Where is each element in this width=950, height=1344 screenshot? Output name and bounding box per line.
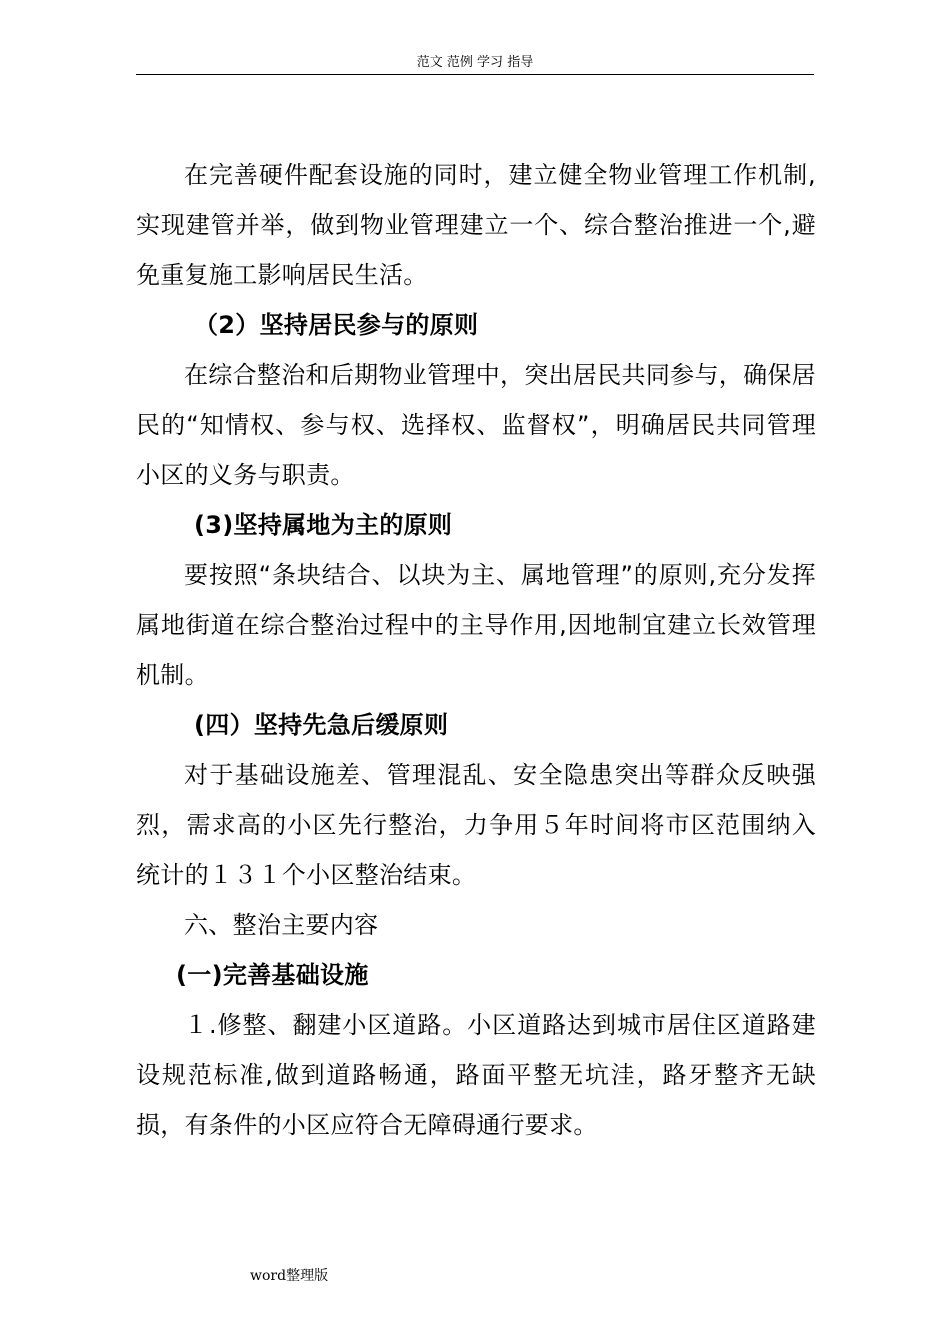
heading-urgency-principle: (四）坚持先急后缓原则 (194, 711, 449, 739)
paragraph-territorial-principle: 要按照“条块结合、以块为主、属地管理”的原则,充分发挥属地街道在综合整治过程中的主导作用,因地制宜建立长效管理机制。 (136, 561, 816, 689)
subheading-infrastructure: (一)完善基础设施 (176, 961, 369, 989)
paragraph-road-repair: １.修整、翻建小区道路。小区道路达到城市居住区道路建设规范标准,做到道路畅通，路面平整无坑洼，路牙整齐无缺损，有条件的小区应符合无障碍通行要求。 (136, 1011, 816, 1139)
paragraph-facilities-management: 在完善硬件配套设施的同时，建立健全物业管理工作机制,实现建管并举，做到物业管理建立一个、综合整治推进一个,避免重复施工影响居民生活。 (136, 161, 816, 289)
page-header: 范文 范例 学习 指导 (136, 52, 814, 75)
paragraph-resident-participation: 在综合整治和后期物业管理中，突出居民共同参与，确保居民的“知情权、参与权、选择权、监督权”，明确居民共同管理小区的义务与职责。 (136, 361, 816, 489)
heading-territorial-principle: (3)坚持属地为主的原则 (194, 511, 453, 539)
document-body (136, 150, 816, 1150)
heading-resident-participation: （2）坚持居民参与的原则 (194, 311, 479, 339)
section-heading-main-content: 六、整治主要内容 (184, 911, 379, 939)
paragraph-urgency-principle: 对于基础设施差、管理混乱、安全隐患突出等群众反映强烈，需求高的小区先行整治，力争用５年时间将市区范围纳入统计的１３１个小区整治结束。 (136, 761, 816, 889)
page-footer: word整理版 (250, 1268, 329, 1284)
